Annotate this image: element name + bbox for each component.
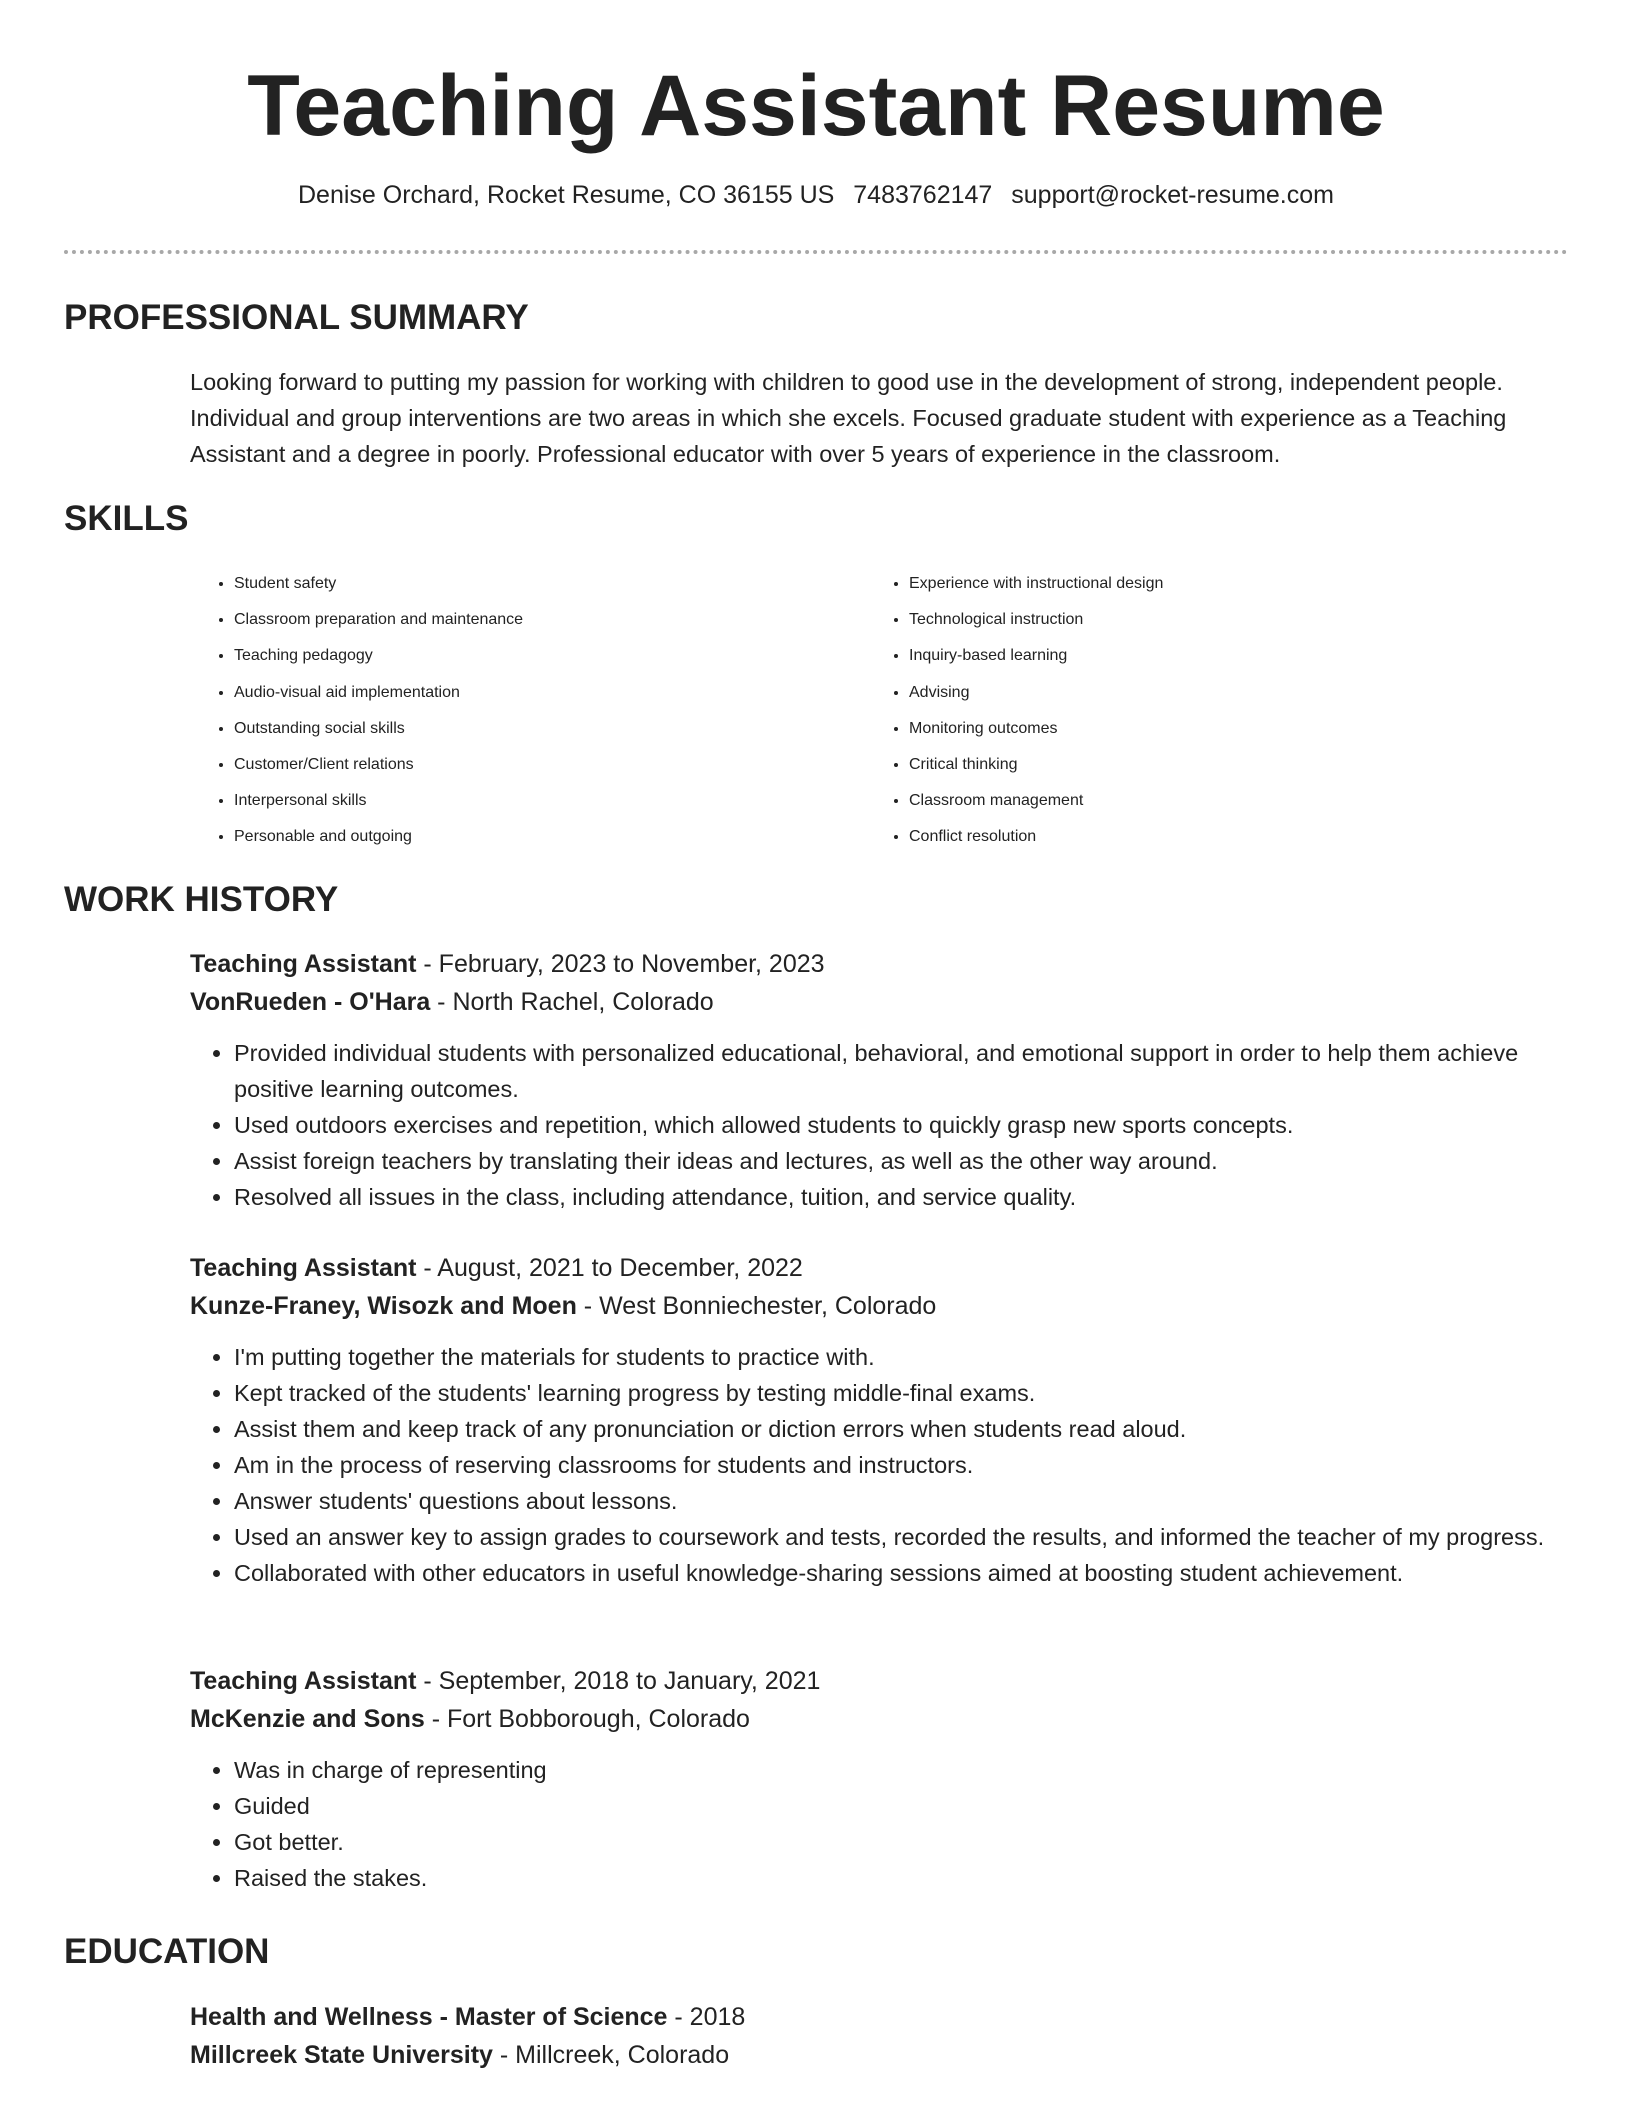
education-heading: EDUCATION: [64, 1932, 270, 1971]
education-year: - 2018: [667, 2003, 746, 2031]
work-heading: WORK HISTORY: [64, 880, 339, 919]
job-entry: [190, 1662, 1568, 1896]
skill-item: • Interpersonal skills: [234, 783, 810, 819]
job-entry: [190, 945, 1568, 1215]
education-degree: Health and Wellness - Master of Science: [190, 2003, 668, 2031]
skill-item: • Inquiry-based learning: [909, 638, 1485, 674]
summary-text: Looking forward to putting my passion for working with children to good use in the development of strong, independent people. Individual and group interventions are two areas in which she excels. Focused graduate student with experience as a Teaching Assistant and a degree in poorly. Professional educator with over 5 years of experience in the classroom.: [190, 369, 1507, 467]
job-bullet: • Kept tracked of the students' learning progress by testing middle-final exams.: [234, 1375, 1568, 1411]
job-dates: - September, 2018 to January, 2021: [416, 1667, 821, 1695]
job-bullet: • Provided individual students with personalized educational, behavioral, and emotional support in order to help them achieve positive learning outcomes.: [234, 1035, 1568, 1107]
job-company-line: [190, 1287, 1568, 1325]
job-bullet: • Was in charge of representing: [234, 1752, 1568, 1788]
skills-heading: SKILLS: [64, 499, 189, 538]
skill-item: • Monitoring outcomes: [909, 711, 1485, 747]
job-entry: [190, 1249, 1568, 1591]
job-title-line: [190, 1249, 1568, 1287]
contact-address: Denise Orchard, Rocket Resume, CO 36155 US: [297, 181, 835, 209]
job-bullet: • Collaborated with other educators in useful knowledge-sharing sessions aimed at boosting student achievement.: [234, 1555, 1568, 1591]
job-company: McKenzie and Sons: [190, 1705, 425, 1733]
job-title: Teaching Assistant: [190, 950, 417, 978]
job-bullet: • Assist them and keep track of any pronunciation or diction errors when students read aloud.: [234, 1411, 1568, 1447]
job-bullet: • Answer students' questions about lessons.: [234, 1483, 1568, 1519]
skill-item: • Classroom preparation and maintenance: [234, 602, 810, 638]
job-location: - West Bonniechester, Colorado: [576, 1292, 937, 1320]
job-bullet: • Resolved all issues in the class, including attendance, tuition, and service quality.: [234, 1179, 1568, 1215]
job-company-line: [190, 1700, 1568, 1738]
skill-item: • Conflict resolution: [909, 819, 1485, 855]
job-bullet: • Am in the process of reserving classrooms for students and instructors.: [234, 1447, 1568, 1483]
skill-item: • Outstanding social skills: [234, 711, 810, 747]
skill-item: • Critical thinking: [909, 747, 1485, 783]
summary-section: [190, 364, 1568, 472]
skills-column-right: [865, 566, 1485, 856]
job-location: - North Rachel, Colorado: [430, 988, 714, 1016]
job-bullet: • Used outdoors exercises and repetition, which allowed students to quickly grasp new sports concepts.: [234, 1107, 1568, 1143]
job-title-line: [190, 1662, 1568, 1700]
job-bullet: • Got better.: [234, 1824, 1568, 1860]
contact-email: support@rocket-resume.com: [1011, 181, 1334, 209]
skill-item: • Experience with instructional design: [909, 566, 1485, 602]
job-bullets: [190, 1339, 1568, 1591]
job-dates: - August, 2021 to December, 2022: [416, 1254, 803, 1282]
education-school: Millcreek State University: [190, 2041, 493, 2069]
job-title: Teaching Assistant: [190, 1254, 417, 1282]
job-title-line: [190, 945, 1568, 983]
job-location: - Fort Bobborough, Colorado: [424, 1705, 750, 1733]
education-degree-line: [190, 1998, 1568, 2036]
skill-item: • Customer/Client relations: [234, 747, 810, 783]
job-dates: - February, 2023 to November, 2023: [416, 950, 825, 978]
skill-item: • Classroom management: [909, 783, 1485, 819]
job-bullet: • Used an answer key to assign grades to coursework and tests, recorded the results, and informed the teacher of my progress.: [234, 1519, 1568, 1555]
job-bullets: [190, 1752, 1568, 1896]
education-entry: [190, 1998, 1568, 2074]
job-company: VonRueden - O'Hara: [190, 988, 431, 1016]
job-company-line: [190, 983, 1568, 1021]
summary-heading: PROFESSIONAL SUMMARY: [64, 298, 529, 337]
skill-item: • Student safety: [234, 566, 810, 602]
job-bullet: • Assist foreign teachers by translating their ideas and lectures, as well as the other way around.: [234, 1143, 1568, 1179]
skill-item: • Technological instruction: [909, 602, 1485, 638]
skill-item: • Teaching pedagogy: [234, 638, 810, 674]
skill-item: • Advising: [909, 675, 1485, 711]
job-company: Kunze-Franey, Wisozk and Moen: [190, 1292, 577, 1320]
skills-column-left: [190, 566, 810, 856]
header-divider: [64, 250, 1568, 254]
job-title: Teaching Assistant: [190, 1667, 417, 1695]
education-location: - Millcreek, Colorado: [492, 2041, 730, 2069]
job-bullets: [190, 1035, 1568, 1215]
skill-item: • Audio-visual aid implementation: [234, 675, 810, 711]
page-title: Teaching Assistant Resume: [247, 58, 1385, 154]
job-bullet: • Guided: [234, 1788, 1568, 1824]
job-bullet: • Raised the stakes.: [234, 1860, 1568, 1896]
skill-item: • Personable and outgoing: [234, 819, 810, 855]
education-school-line: [190, 2036, 1568, 2074]
contact-line: [0, 178, 1632, 212]
contact-phone: 7483762147: [853, 181, 993, 209]
job-bullet: • I'm putting together the materials for students to practice with.: [234, 1339, 1568, 1375]
